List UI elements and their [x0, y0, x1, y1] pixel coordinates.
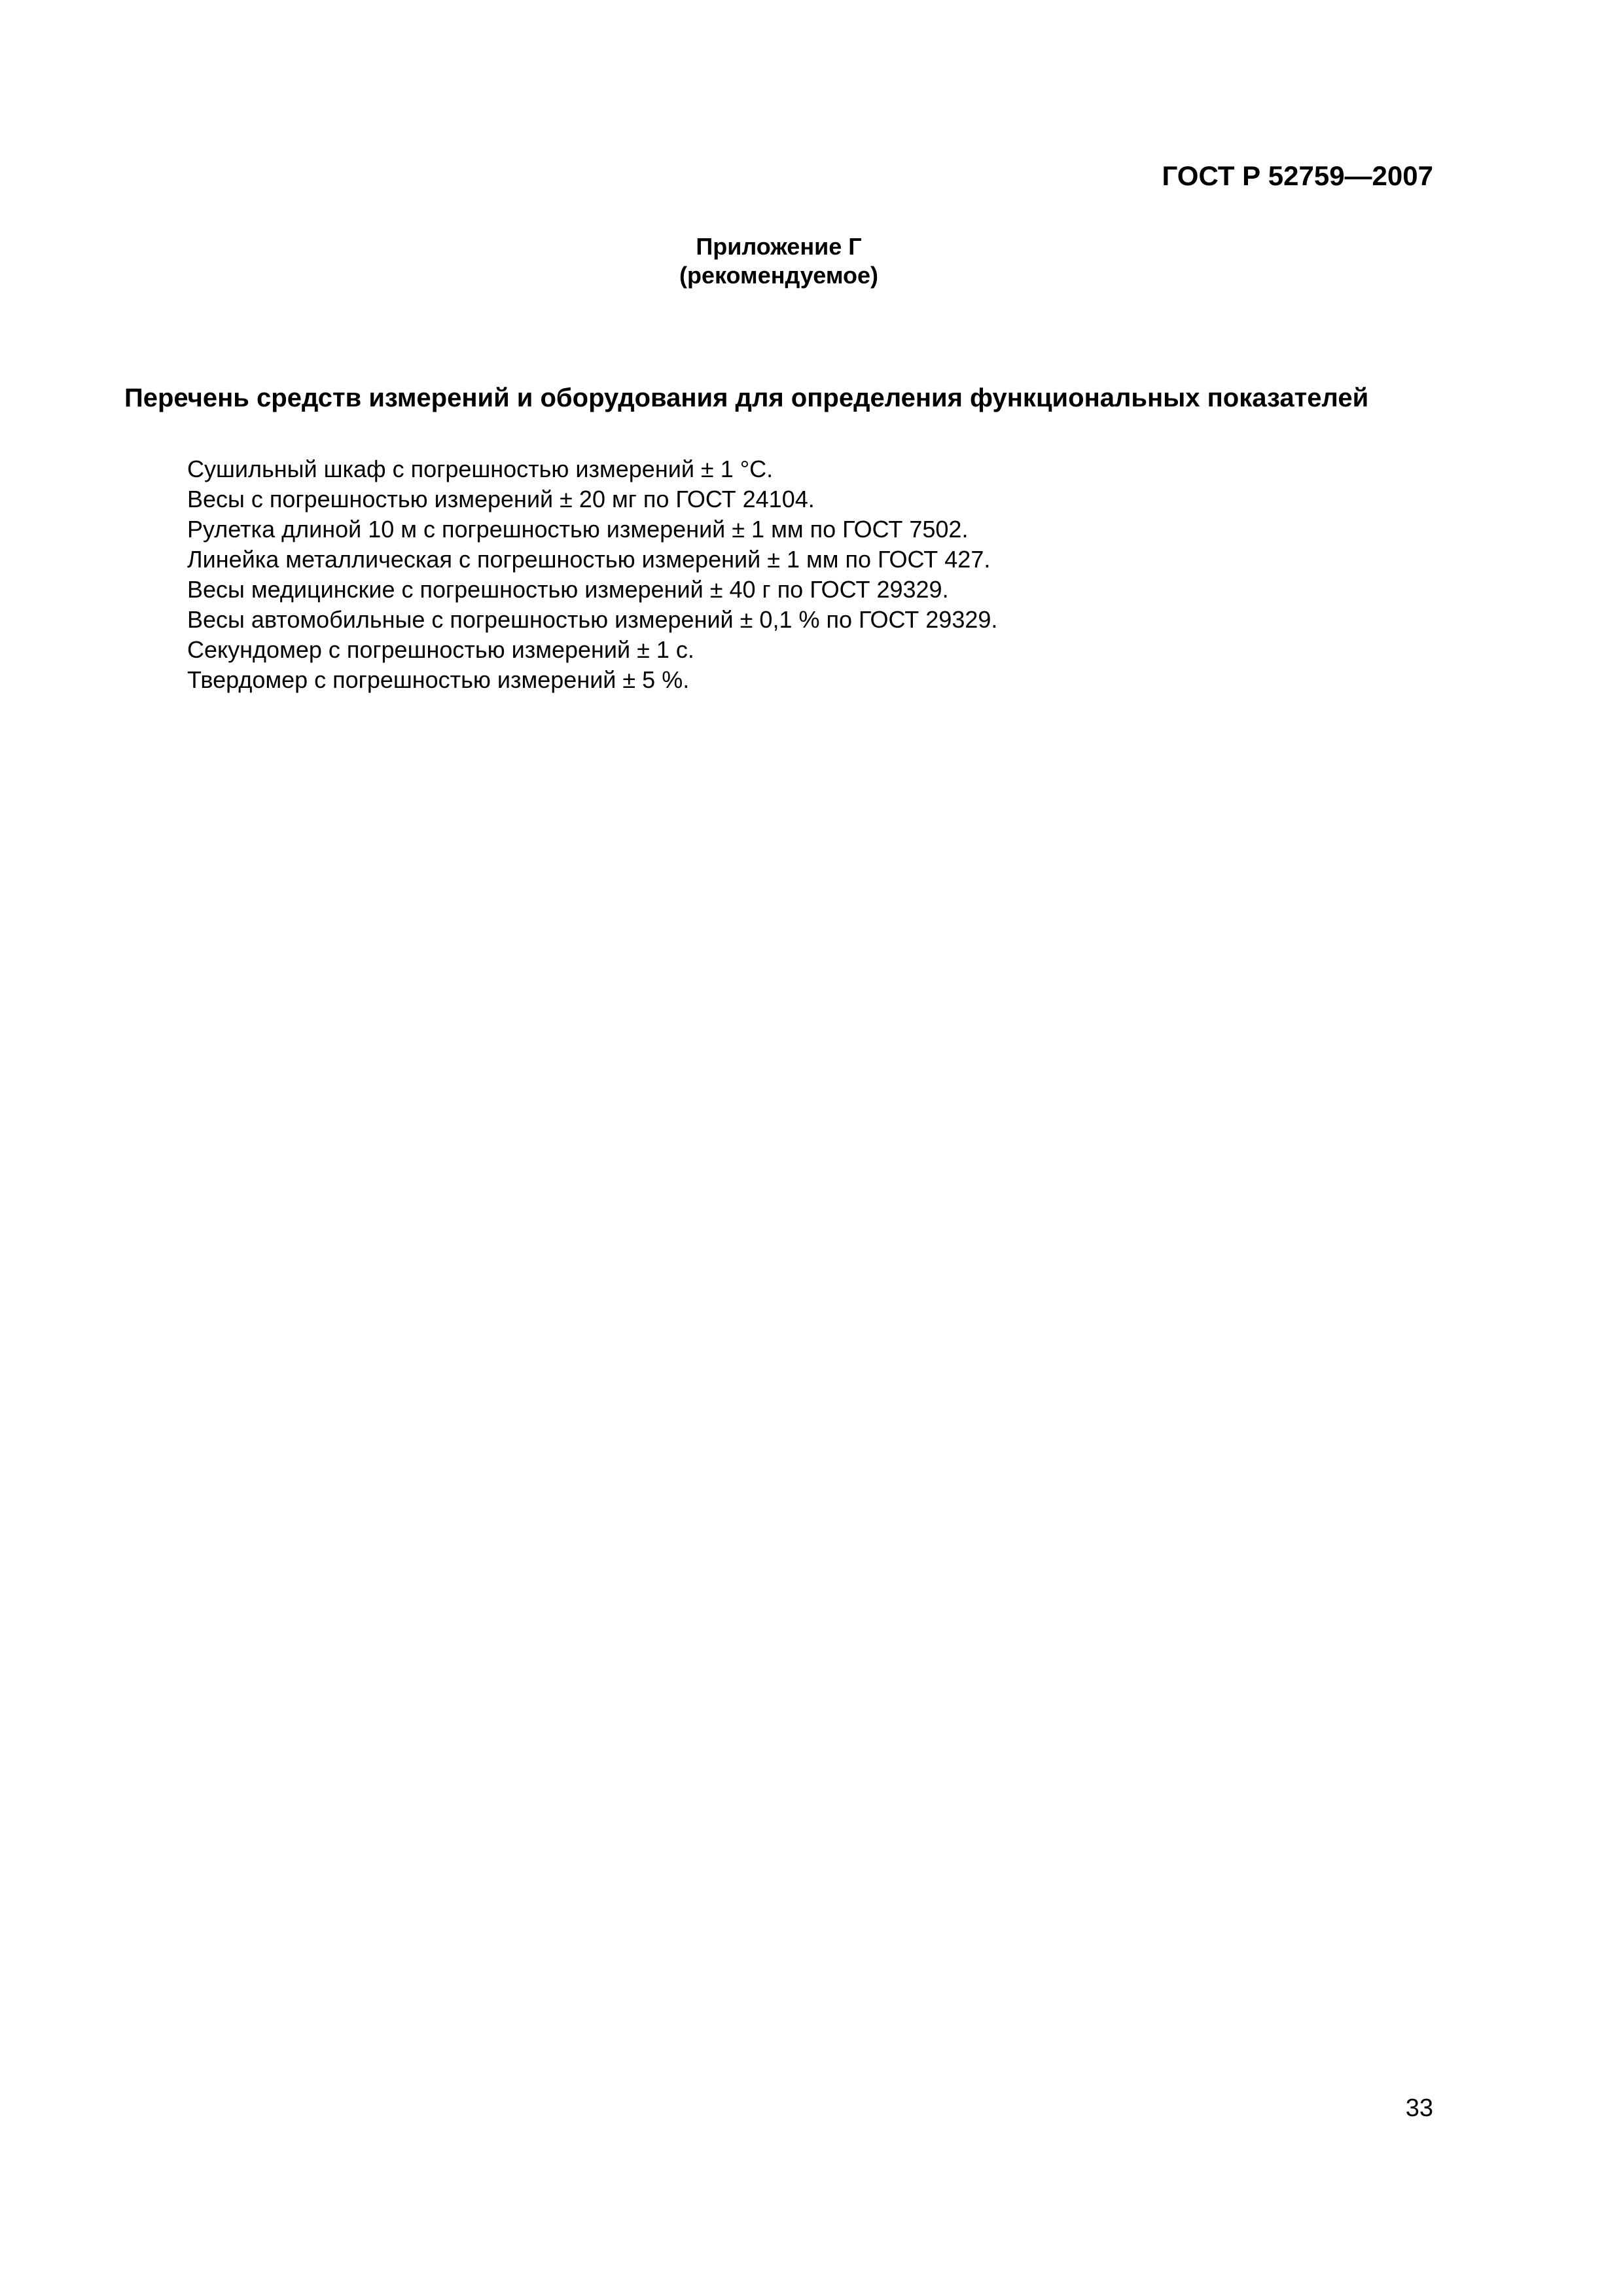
equipment-list — [187, 454, 997, 695]
list-item: Рулетка длиной 10 м с погрешностью измерений ± 1 мм по ГОСТ 7502. — [187, 516, 969, 543]
list-item: Линейка металлическая с погрешностью измерений ± 1 мм по ГОСТ 427. — [187, 546, 991, 573]
list-item: Весы с погрешностью измерений ± 20 мг по ГОСТ 24104. — [187, 486, 815, 512]
list-item: Секундомер с погрешностью измерений ± 1 с. — [187, 636, 694, 663]
list-item: Сушильный шкаф с погрешностью измерений ± 1 °С. — [187, 456, 774, 482]
document-code: ГОСТ Р 52759—2007 — [1162, 160, 1433, 191]
section-title: Перечень средств измерений и оборудования для определения функциональных показателей — [124, 384, 1369, 412]
list-item: Весы автомобильные с погрешностью измерений ± 0,1 % по ГОСТ 29329. — [187, 606, 998, 633]
appendix-heading — [0, 232, 1558, 290]
appendix-title: Приложение Г — [696, 233, 862, 260]
list-item: Твердомер с погрешностью измерений ± 5 %. — [187, 666, 690, 693]
appendix-status: (рекомендуемое) — [679, 262, 878, 289]
list-item: Весы медицинские с погрешностью измерений ± 40 г по ГОСТ 29329. — [187, 576, 949, 603]
page-number: 33 — [1405, 2094, 1433, 2122]
